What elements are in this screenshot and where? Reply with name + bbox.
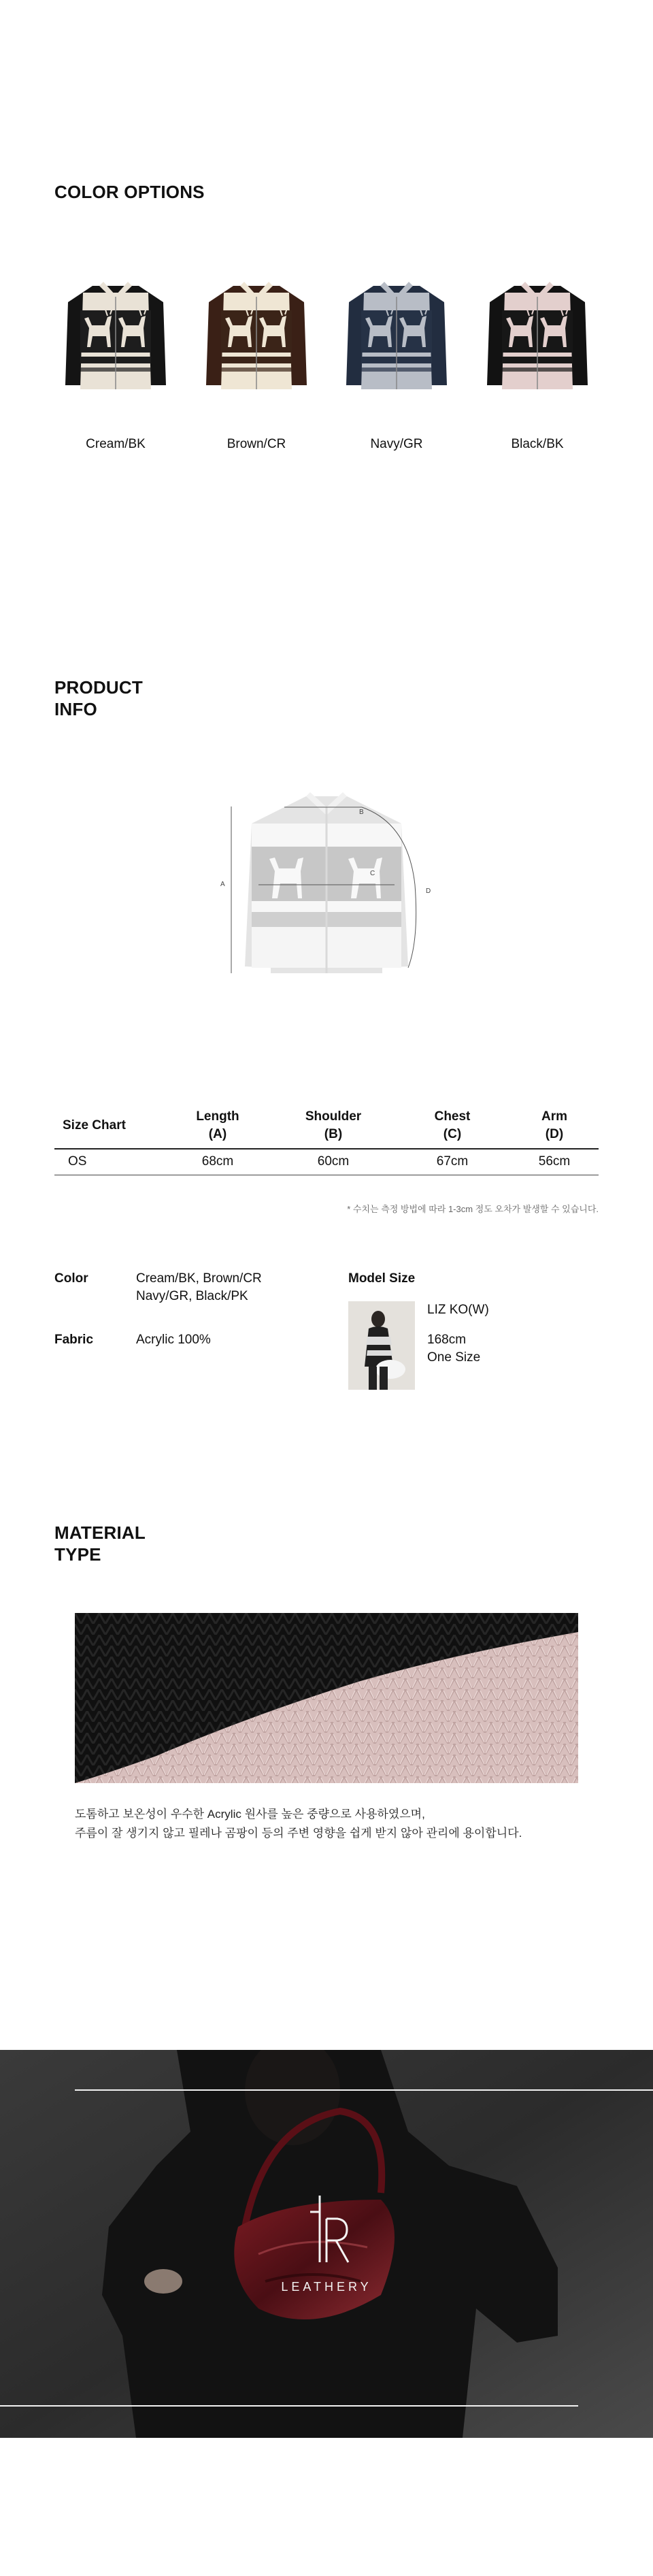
header-arm: Arm (D) [541,1109,567,1141]
product-info-title-line2: INFO [54,699,97,719]
color-value-line2: Navy/GR, Black/PK [136,1289,248,1303]
table-row [54,1149,599,1175]
color-label: Color [54,1271,88,1286]
model-height: 168cm [427,1333,467,1347]
swatch-label: Cream/BK [86,437,146,451]
swatch-black-bk[interactable] [476,272,599,470]
model-name: LIZ KO(W) [427,1303,489,1317]
cell-length: 68cm [201,1154,234,1169]
color-value-line1: Cream/BK, Brown/CR [136,1271,262,1286]
cell-size: OS [68,1154,87,1169]
color-value [136,1270,262,1305]
cell-arm: 56cm [538,1154,571,1169]
swatch-label: Navy/GR [370,437,423,451]
model-size: One Size [427,1350,481,1365]
material-title-line2: TYPE [54,1544,101,1565]
material-closeup-image [75,1613,578,1783]
cell-chest: 67cm [436,1154,469,1169]
swatch-cream-bk[interactable] [54,272,177,470]
label-c: C [370,870,375,877]
cardigan-image [344,272,450,395]
material-type-title [54,1522,146,1565]
fabric-label: Fabric [54,1333,94,1347]
banner-divider-bottom [0,2405,578,2407]
color-swatch-row [54,272,599,470]
size-chart-header [54,1103,599,1149]
banner-divider-top [75,2089,653,2091]
size-note: * 수치는 측정 방법에 따라 1-3cm 정도 오차가 발생할 수 있습니다. [347,1204,599,1214]
material-title-line1: MATERIAL [54,1522,146,1543]
material-description [75,1805,522,1843]
label-d: D [426,887,431,895]
swatch-brown-cr[interactable] [195,272,318,470]
leathery-logo-mark [292,2191,361,2266]
brand-name: LEATHERY [281,2280,372,2294]
header-shoulder: Shoulder (B) [305,1109,362,1141]
cell-shoulder: 60cm [317,1154,350,1169]
cardigan-image [203,272,309,395]
material-text-line2: 주름이 잘 생기지 않고 필레나 곰팡이 등의 주변 영향을 쉽게 받지 않아 관리에 용이합니다. [75,1827,522,1840]
color-options-title: COLOR OPTIONS [54,182,205,202]
material-text-line1: 도톰하고 보온성이 우수한 Acrylic 원사를 높은 중량으로 사용하였으며, [75,1808,425,1821]
swatch-navy-gr[interactable] [335,272,458,470]
model-size-label: Model Size [348,1271,416,1286]
product-info-title-line1: PRODUCT [54,677,143,698]
label-b: B [359,809,364,816]
cardigan-image [63,272,169,395]
size-diagram [204,783,449,987]
cardigan-image [484,272,590,395]
swatch-label: Black/BK [511,437,564,451]
header-chest: Chest (C) [434,1109,471,1141]
product-info-title [54,676,143,720]
size-chart-table [54,1103,599,1175]
fabric-value: Acrylic 100% [136,1333,211,1347]
swatch-label: Brown/CR [227,437,286,451]
header-size-chart: Size Chart [63,1118,126,1132]
label-a: A [220,881,225,888]
header-length: Length (A) [196,1109,239,1141]
model-photo [348,1301,415,1390]
